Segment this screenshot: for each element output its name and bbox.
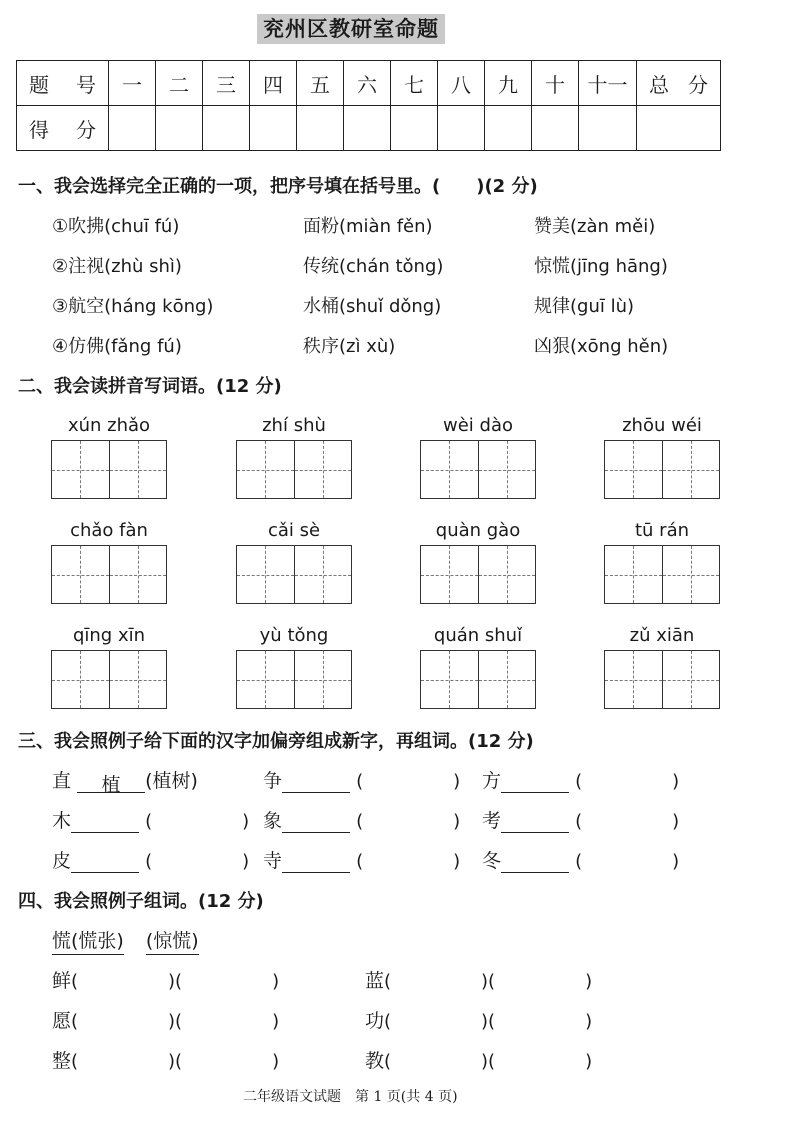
score-table-score-row (17, 106, 721, 151)
pinyin-label: zhōu wéi (622, 415, 702, 436)
option-item: ①吹拂(chuī fú) (52, 216, 180, 237)
radical-item-example (52, 766, 198, 796)
word-paren[interactable]: ( ) (575, 811, 680, 832)
pinyin-label: tū rán (634, 520, 690, 541)
pinyin-label: qīng xīn (72, 625, 146, 646)
radical-item (52, 806, 249, 833)
col-header: 十一 (579, 61, 637, 106)
col-header: 三 (203, 61, 250, 106)
radical-item (482, 846, 679, 873)
word-item (52, 1006, 279, 1033)
word-paren[interactable]: ( ) (145, 811, 250, 832)
base-char: 寺 (263, 850, 283, 872)
word-paren[interactable]: ( ) (356, 811, 461, 832)
writing-grid[interactable] (236, 440, 352, 499)
col-header: 五 (297, 61, 344, 106)
score-cell[interactable] (391, 106, 438, 151)
col-header: 八 (438, 61, 485, 106)
example-word: (惊慌) (146, 930, 199, 955)
total-score-cell[interactable] (637, 106, 721, 151)
writing-grid[interactable] (236, 545, 352, 604)
writing-grid[interactable] (51, 650, 167, 709)
word-item (365, 1046, 592, 1073)
radical-item (263, 846, 460, 873)
option-item: ③航空(háng kōng) (52, 296, 214, 317)
pinyin-label: chǎo fàn (70, 520, 148, 541)
header-label: 题 号 (17, 61, 109, 106)
pinyin-label: quán shuǐ (433, 625, 523, 646)
score-cell[interactable] (438, 106, 485, 151)
col-header: 九 (485, 61, 532, 106)
col-header: 六 (344, 61, 391, 106)
radical-item (263, 806, 460, 833)
writing-grid[interactable] (604, 440, 720, 499)
total-label: 总 分 (637, 61, 721, 106)
page-footer: 二年级语文试题 第 1 页(共 4 页) (243, 1089, 458, 1105)
option-item: 秩序(zì xù) (303, 336, 396, 357)
example-answer: 植 (77, 770, 145, 793)
option-item: 水桶(shuǐ dǒng) (303, 296, 442, 317)
score-cell[interactable] (109, 106, 156, 151)
word-paren[interactable]: ( ) (356, 851, 461, 872)
score-cell[interactable] (156, 106, 203, 151)
word-paren[interactable]: ( ) (356, 771, 461, 792)
base-char: 木 (52, 810, 72, 832)
radical-item (52, 846, 249, 873)
pinyin-label: xún zhǎo (67, 415, 151, 436)
option-item: 面粉(miàn fěn) (303, 216, 433, 237)
writing-grid[interactable] (51, 545, 167, 604)
word-item (52, 966, 279, 993)
score-cell[interactable] (344, 106, 391, 151)
score-cell[interactable] (579, 106, 637, 151)
col-header: 七 (391, 61, 438, 106)
pinyin-label: quàn gào (435, 520, 521, 541)
word-paren[interactable]: ( )( ) (71, 1011, 280, 1032)
base-char: 蓝 (365, 970, 385, 992)
score-cell[interactable] (203, 106, 250, 151)
writing-grid[interactable] (51, 440, 167, 499)
word-paren[interactable]: ( ) (145, 851, 250, 872)
base-char: 争 (263, 770, 283, 792)
example-char: 慌 (52, 930, 72, 952)
new-char-blank[interactable] (501, 770, 569, 793)
word-item (365, 1006, 592, 1033)
new-char-blank[interactable] (501, 850, 569, 873)
section2-heading: 二、我会读拼音写词语。(12 分) (18, 376, 282, 397)
example-group-1 (52, 930, 124, 955)
base-char: 象 (263, 810, 283, 832)
option-item: 规律(guī lù) (534, 296, 635, 317)
base-char: 愿 (52, 1010, 72, 1032)
radical-item (263, 766, 460, 793)
option-item: 凶狠(xōng hěn) (534, 336, 669, 357)
exam-title: 兖州区教研室命题 (257, 14, 445, 44)
col-header: 十 (532, 61, 579, 106)
new-char-blank[interactable] (282, 850, 350, 873)
score-table-header-row (17, 61, 721, 106)
new-char-blank[interactable] (282, 810, 350, 833)
writing-grid[interactable] (420, 440, 536, 499)
base-char: 教 (365, 1050, 385, 1072)
pinyin-label: wèi dào (443, 415, 513, 436)
col-header: 四 (250, 61, 297, 106)
word-example (52, 926, 199, 953)
word-item (52, 1046, 279, 1073)
writing-grid[interactable] (604, 545, 720, 604)
new-char-blank[interactable] (71, 850, 139, 873)
base-char: 功 (365, 1010, 385, 1032)
word-paren[interactable]: ( )( ) (71, 1051, 280, 1072)
base-char: 鲜 (52, 970, 72, 992)
section3-heading: 三、我会照例子给下面的汉字加偏旁组成新字，再组词。(12 分) (18, 731, 534, 752)
radical-item (482, 806, 679, 833)
score-table (16, 60, 721, 151)
base-char: 整 (52, 1050, 72, 1072)
base-char: 考 (482, 810, 502, 832)
section4-heading: 四、我会照例子组词。(12 分) (18, 891, 264, 912)
col-header: 一 (109, 61, 156, 106)
word-paren[interactable]: ( )( ) (71, 971, 280, 992)
option-item: ②注视(zhù shì) (52, 256, 182, 277)
new-char-blank[interactable] (71, 810, 139, 833)
example-word: (植树) (145, 770, 198, 792)
pinyin-label: zhí shù (262, 415, 326, 436)
base-char: 冬 (482, 850, 502, 872)
option-item: 惊慌(jīng hāng) (534, 256, 668, 277)
new-char-blank[interactable] (501, 810, 569, 833)
word-paren[interactable]: ( ) (575, 771, 680, 792)
new-char-blank[interactable] (282, 770, 350, 793)
option-item: ④仿佛(fǎng fú) (52, 336, 182, 357)
writing-grid[interactable] (420, 545, 536, 604)
option-item: 传统(chán tǒng) (303, 256, 444, 277)
word-paren[interactable]: ( )( ) (384, 1011, 593, 1032)
radical-item (482, 766, 679, 793)
score-label: 得 分 (17, 106, 109, 151)
pinyin-label: zǔ xiān (629, 625, 695, 646)
word-item (365, 966, 592, 993)
option-item: 赞美(zàn měi) (534, 216, 656, 237)
word-paren[interactable]: ( )( ) (384, 1051, 593, 1072)
writing-grid[interactable] (604, 650, 720, 709)
base-char: 皮 (52, 850, 72, 872)
score-cell[interactable] (532, 106, 579, 151)
score-cell[interactable] (485, 106, 532, 151)
example-word: (慌张) (71, 930, 124, 952)
score-cell[interactable] (297, 106, 344, 151)
writing-grid[interactable] (236, 650, 352, 709)
word-paren[interactable]: ( )( ) (384, 971, 593, 992)
writing-grid[interactable] (420, 650, 536, 709)
word-paren[interactable]: ( ) (575, 851, 680, 872)
section1-heading: 一、我会选择完全正确的一项，把序号填在括号里。( )(2 分) (18, 176, 538, 197)
score-cell[interactable] (250, 106, 297, 151)
col-header: 二 (156, 61, 203, 106)
pinyin-label: yù tǒng (259, 625, 329, 646)
pinyin-label: cǎi sè (267, 520, 321, 541)
example-char: 直 (52, 770, 72, 792)
base-char: 方 (482, 770, 502, 792)
